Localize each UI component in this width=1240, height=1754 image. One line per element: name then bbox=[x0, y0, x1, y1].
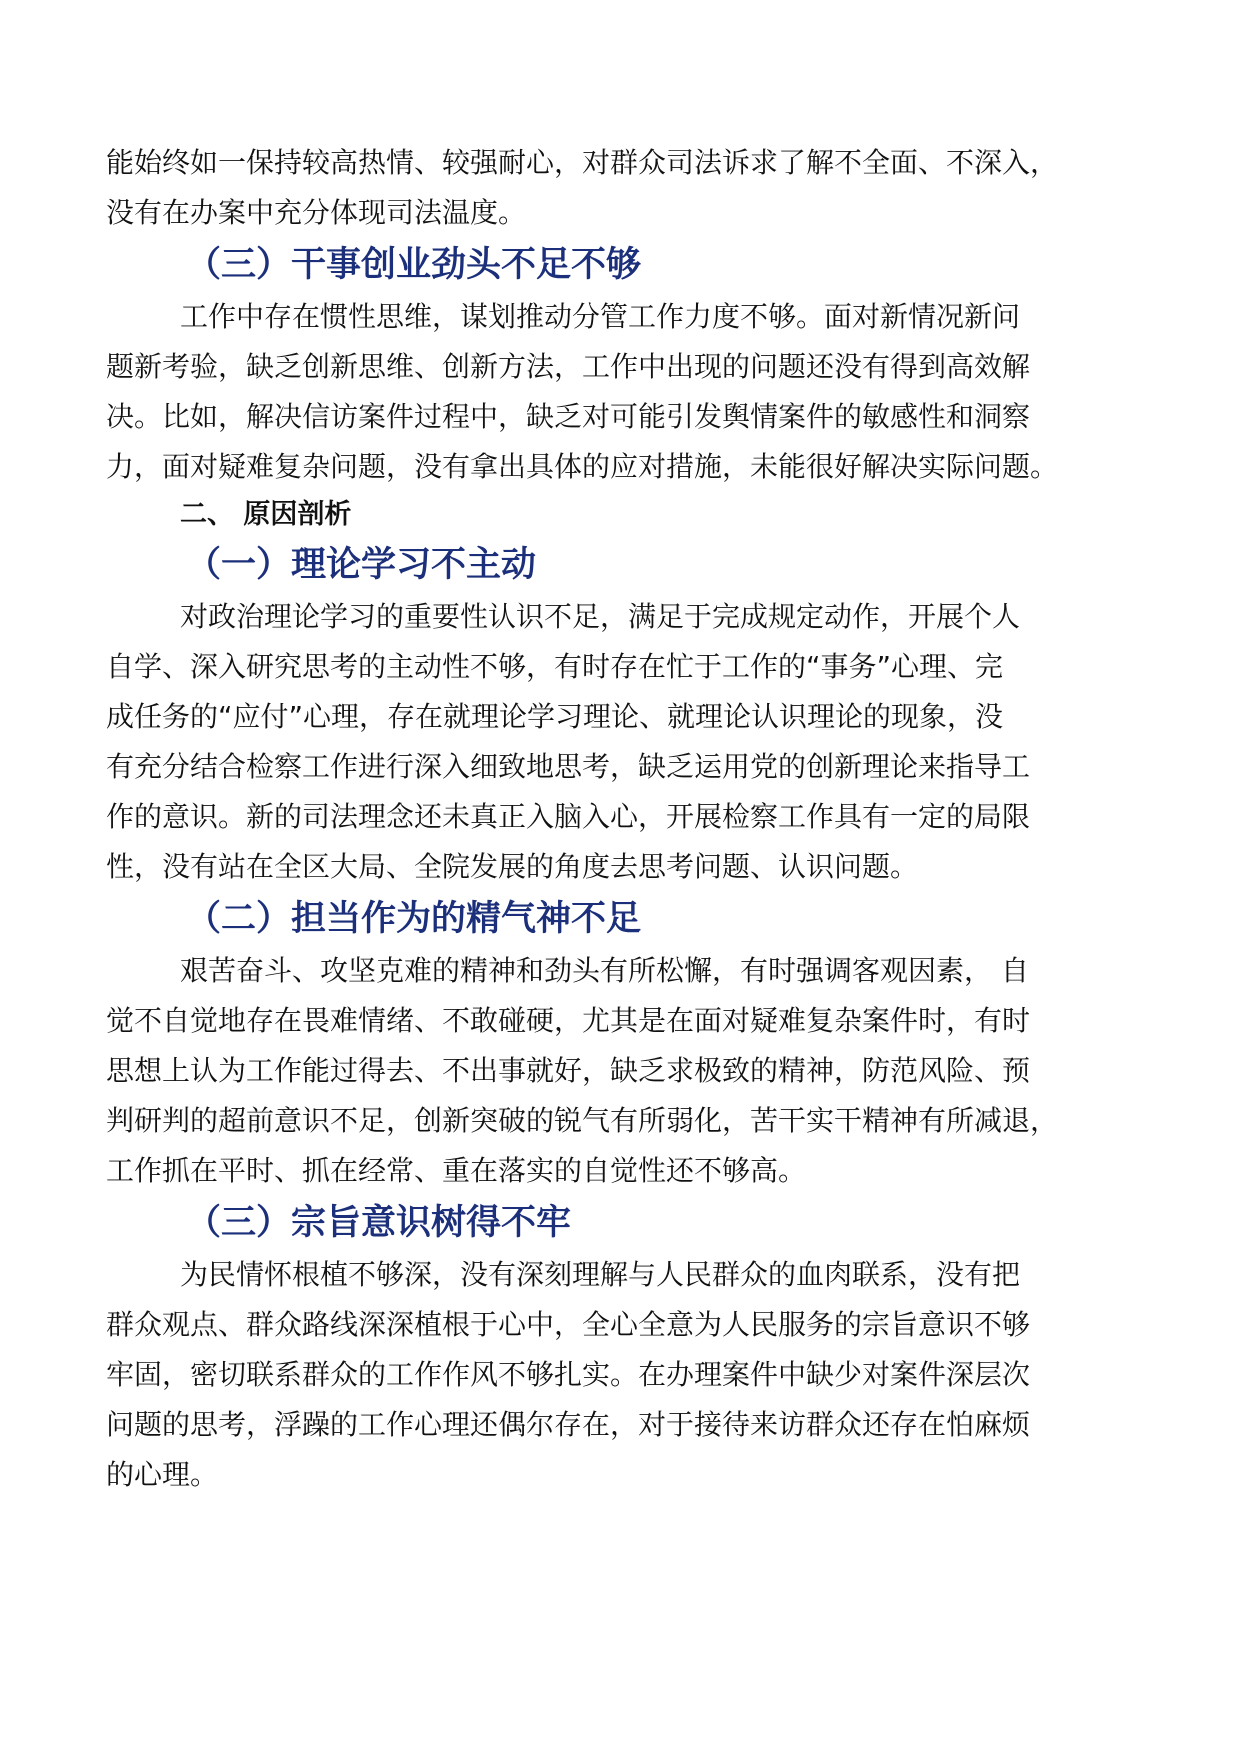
subsection-heading: （三）干事创业劲头不足不够 bbox=[186, 245, 642, 285]
paragraph-line: 力，面对疑难复杂问题，没有拿出具体的应对措施，未能很好解决实际问题。 bbox=[106, 450, 1059, 483]
paragraph-line: 工作抓在平时、抓在经常、重在落实的自觉性还不够高。 bbox=[106, 1154, 807, 1187]
paragraph bbox=[106, 946, 1156, 1196]
document-page bbox=[106, 138, 1156, 1500]
paragraph bbox=[106, 592, 1156, 892]
paragraph-line: 自学、深入研究思考的主动性不够，有时存在忙于工作的“事务”心理、完 bbox=[106, 650, 1004, 683]
paragraph bbox=[106, 292, 1156, 492]
paragraph bbox=[106, 1250, 1156, 1500]
paragraph-line: 题新考验，缺乏创新思维、创新方法，工作中出现的问题还没有得到高效解 bbox=[106, 350, 1031, 383]
paragraph bbox=[106, 138, 1156, 238]
paragraph-line: 能始终如一保持较高热情、较强耐心，对群众司法诉求了解不全面、不深入， bbox=[106, 146, 1059, 179]
paragraph-line: 作的意识。新的司法理念还未真正入脑入心，开展检察工作具有一定的局限 bbox=[106, 800, 1031, 833]
paragraph-line: 没有在办案中充分体现司法温度。 bbox=[106, 196, 527, 229]
paragraph-line: 成任务的“应付”心理，存在就理论学习理论、就理论认识理论的现象，没 bbox=[106, 700, 1004, 733]
paragraph-line: 群众观点、群众路线深深植根于心中，全心全意为人民服务的宗旨意识不够 bbox=[106, 1308, 1031, 1341]
subsection-heading: （一）理论学习不主动 bbox=[186, 545, 537, 585]
paragraph-line: 艰苦奋斗、攻坚克难的精神和劲头有所松懈，有时强调客观因素， 自 bbox=[180, 954, 1029, 987]
paragraph-line: 问题的思考，浮躁的工作心理还偶尔存在，对于接待来访群众还存在怕麻烦 bbox=[106, 1408, 1031, 1441]
paragraph-line: 决。比如，解决信访案件过程中，缺乏对可能引发舆情案件的敏感性和洞察 bbox=[106, 400, 1031, 433]
subsection-heading: （二）担当作为的精气神不足 bbox=[186, 899, 642, 939]
paragraph-line: 性，没有站在全区大局、全院发展的角度去思考问题、认识问题。 bbox=[106, 850, 919, 883]
paragraph-line: 对政治理论学习的重要性认识不足，满足于完成规定动作，开展个人 bbox=[180, 600, 1021, 633]
paragraph-line: 觉不自觉地存在畏难情绪、不敢碰硬，尤其是在面对疑难复杂案件时，有时 bbox=[106, 1004, 1031, 1037]
paragraph-line: 有充分结合检察工作进行深入细致地思考，缺乏运用党的创新理论来指导工 bbox=[106, 750, 1031, 783]
paragraph-line: 的心理。 bbox=[106, 1458, 219, 1491]
paragraph-line: 思想上认为工作能过得去、不出事就好，缺乏求极致的精神，防范风险、预 bbox=[106, 1054, 1031, 1087]
section-heading: 二、 原因剖析 bbox=[180, 499, 352, 530]
paragraph-line: 判研判的超前意识不足，创新突破的锐气有所弱化，苦干实干精神有所减退， bbox=[106, 1104, 1059, 1137]
paragraph-line: 为民情怀根植不够深，没有深刻理解与人民群众的血肉联系，没有把 bbox=[180, 1258, 1021, 1291]
subsection-heading: （三）宗旨意识树得不牢 bbox=[186, 1203, 572, 1243]
paragraph-line: 牢固，密切联系群众的工作作风不够扎实。在办理案件中缺少对案件深层次 bbox=[106, 1358, 1031, 1391]
paragraph-line: 工作中存在惯性思维，谋划推动分管工作力度不够。面对新情况新问 bbox=[180, 300, 1021, 333]
